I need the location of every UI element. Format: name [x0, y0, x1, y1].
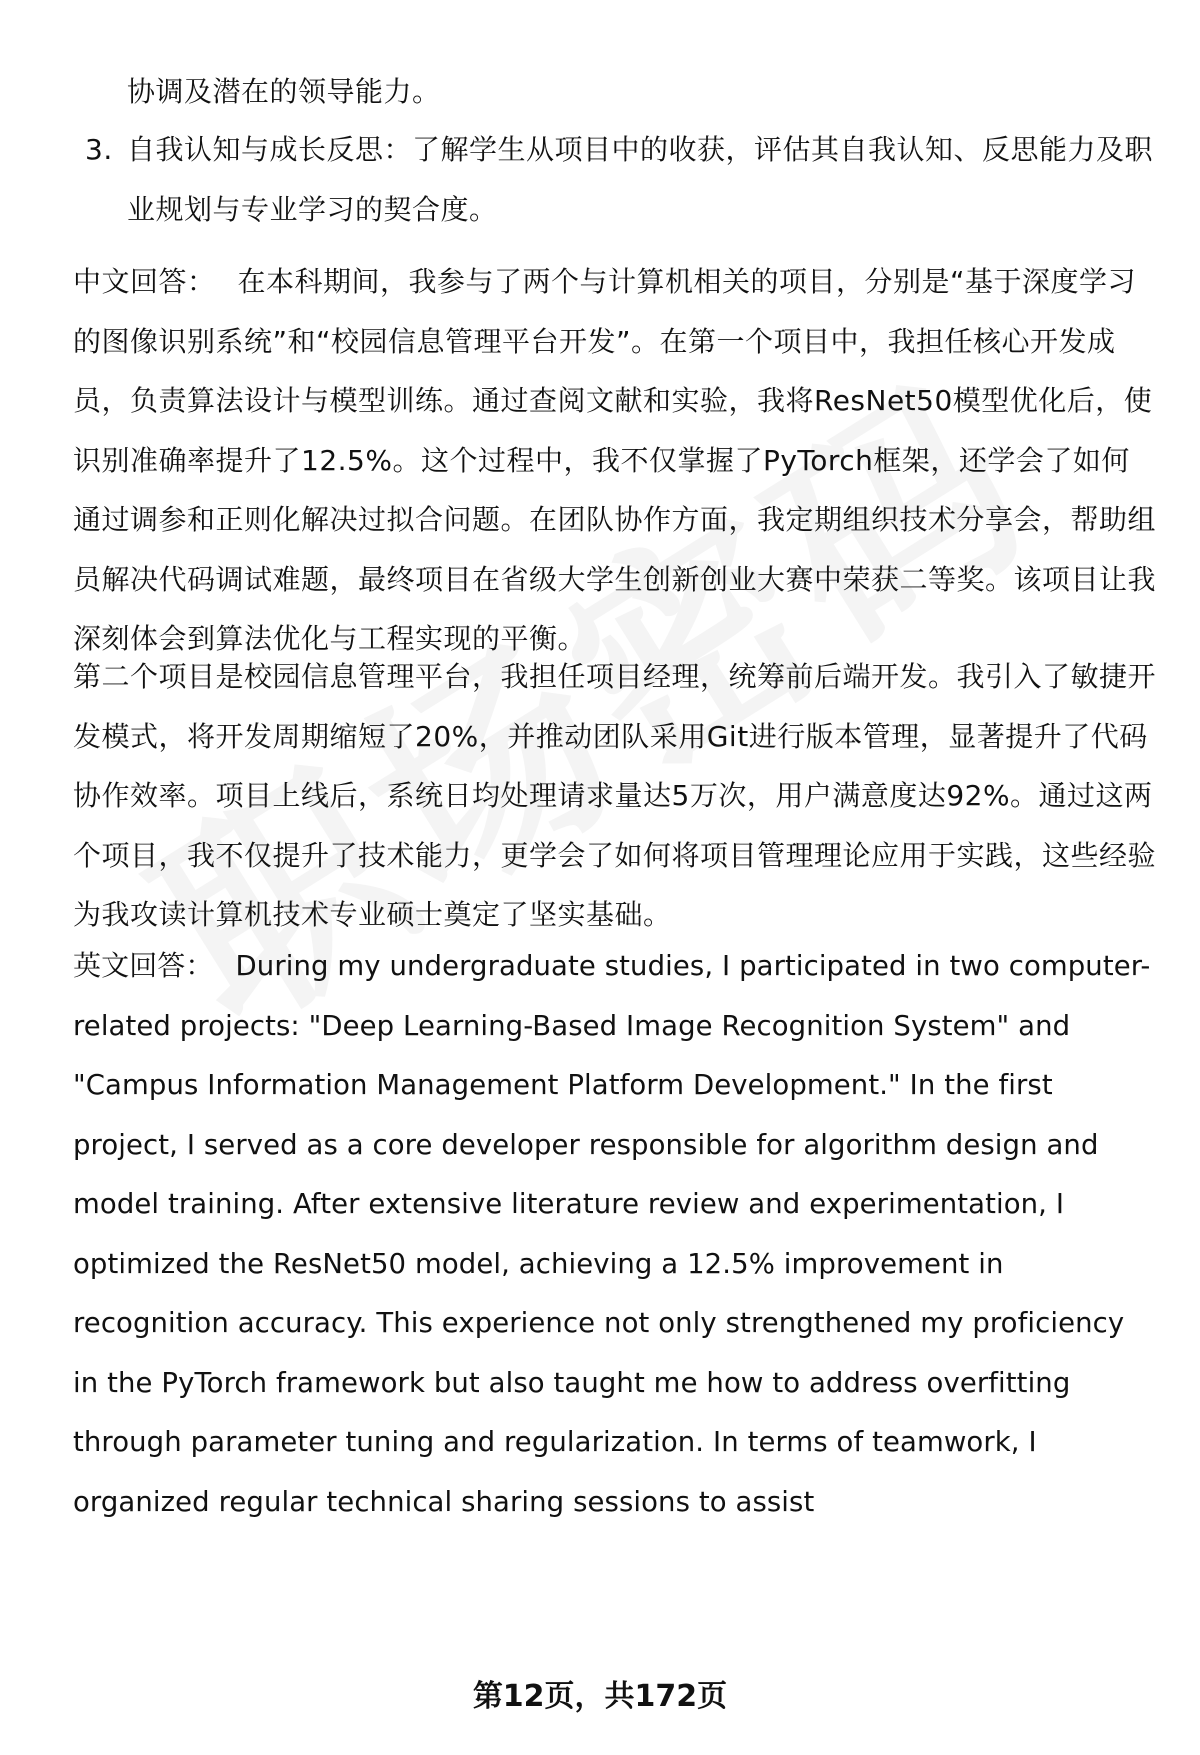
chinese-answer-text-1: 在本科期间，我参与了两个与计算机相关的项目，分别是“基于深度学习的图像识别系统”和“校园信息管理平台开发”。在第一个项目中，我担任核心开发成员，负责算法设计与模型训练。通过查阅文献和实验，我将ResNet50模型优化后，使识别准确率提升了12.5%。这个过程中，我不仅掌握了PyTorch框架，还学会了如何通过调参和正则化解决过拟合问题。在团队协作方面，我定期组织技术分享会，帮助组员解决代码调试难题，最终项目在省级大学生创新创业大赛中荣获二等奖。该项目让我深刻体会到算法优化与工程实现的平衡。: [73, 265, 1157, 655]
list-item-3: [85, 120, 1165, 226]
english-answer-text: During my undergraduate studies, I participated in two computer-related projects: "Deep Learning-Based Image Recognition System" and "Campus Information Management Platform Development." In the first project, I served as a core developer responsible for algorithm design and model training. After extensive literature review and experimentation, I optimized the ResNet50 model, achieving a 12.5% improvement in recognition accuracy. This experience not only strengthened my proficiency in the PyTorch framework but also taught me how to address overfitting through parameter tuning and regularization. In terms of teamwork, I organized regular technical sharing sessions to assist: [73, 950, 1151, 1518]
chinese-answer-paragraph-2: 第二个项目是校园信息管理平台，我担任项目经理，统筹前后端开发。我引入了敏捷开发模式，将开发周期缩短了20%，并推动团队采用Git进行版本管理，显著提升了代码协作效率。项目上线后，系统日均处理请求量达5万次，用户满意度达92%。通过这两个项目，我不仅提升了技术能力，更学会了如何将项目管理理论应用于实践，这些经验为我攻读计算机技术专业硕士奠定了坚实基础。: [73, 660, 1157, 931]
continuation-line: 协调及潜在的领导能力。: [127, 75, 441, 108]
page-indicator: 第12页，共172页: [472, 1679, 728, 1714]
chinese-answer-paragraph-1: [73, 252, 1158, 669]
list-item-text: 自我认知与成长反思：了解学生从项目中的收获，评估其自我认知、反思能力及职业规划与专业学习的契合度。: [127, 133, 1154, 226]
chinese-answer-label: 中文回答：: [73, 265, 216, 298]
english-answer-label: 英文回答：: [73, 949, 214, 982]
list-item-number: 3.: [85, 133, 113, 166]
english-answer-paragraph: [73, 936, 1158, 1532]
